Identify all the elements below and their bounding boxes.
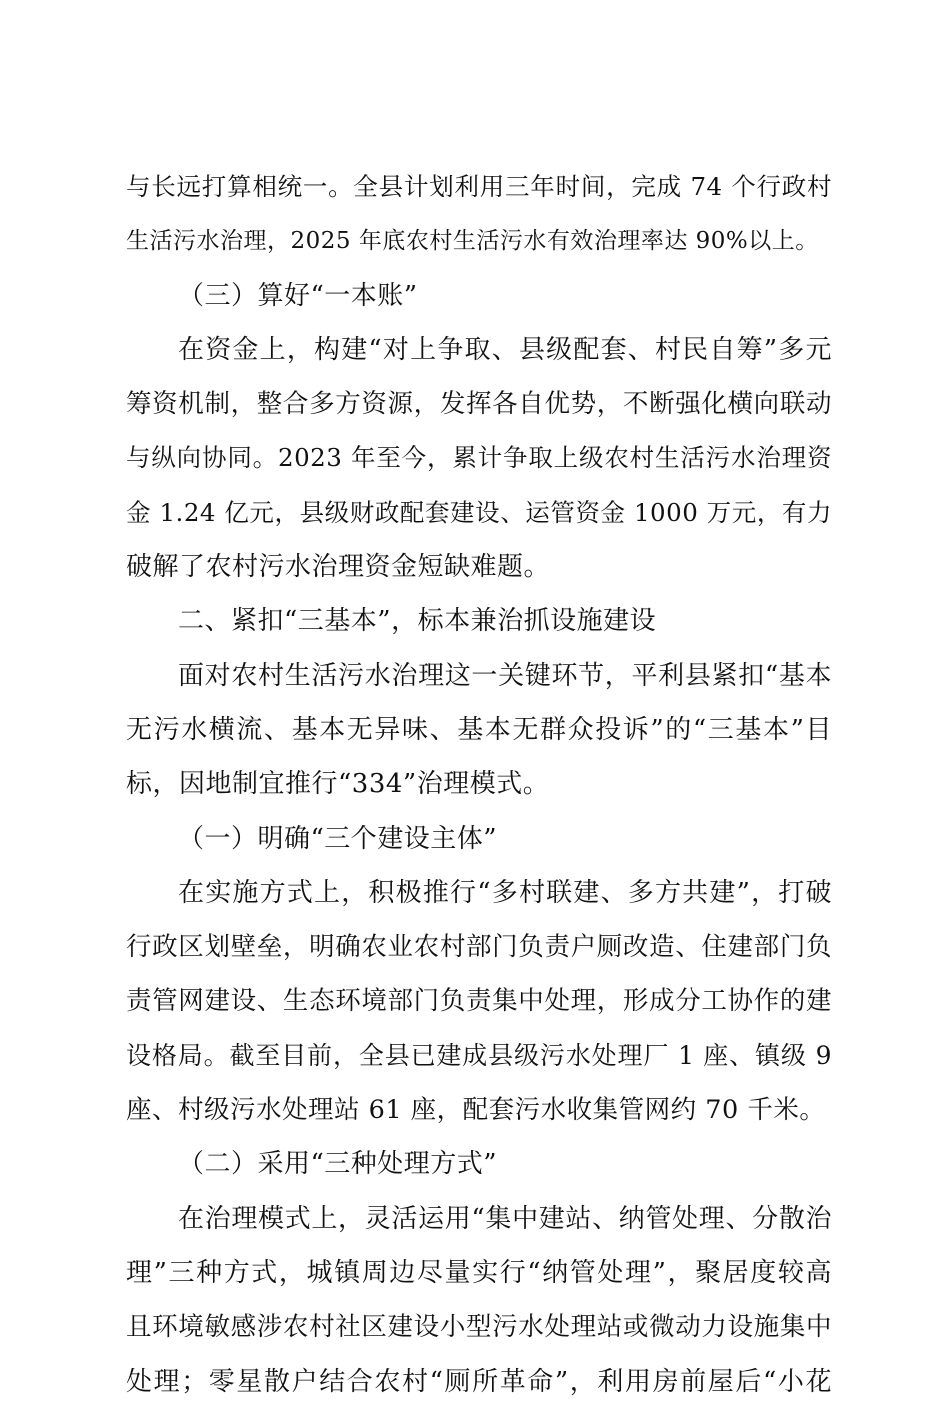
paragraph-line: 与纵向协同。2023 年至今，累计争取上级农村生活污水治理资	[126, 443, 832, 473]
section-heading: （二）采用“三种处理方式”	[178, 1149, 498, 1180]
paragraph-line: 处理；零星散户结合农村“厕所革命”，利用房前屋后“小花	[126, 1366, 832, 1397]
paragraph-line: 在实施方式上，积极推行“多村联建、多方共建”，打破	[178, 877, 832, 908]
paragraph-line: 座、村级污水处理站 61 座，配套污水收集管网约 70 千米。	[126, 1095, 826, 1126]
paragraph-line: 责管网建设、生态环境部门负责集中处理，形成分工协作的建	[126, 986, 832, 1017]
paragraph-line: 理”三种方式，城镇周边尽量实行“纳管处理”，聚居度较高	[126, 1257, 832, 1288]
paragraph-line: 标，因地制宜推行“334”治理模式。	[126, 769, 550, 800]
section-heading: 二、紧扣“三基本”，标本兼治抓设施建设	[178, 606, 657, 637]
section-heading: （一）明确“三个建设主体”	[178, 823, 498, 854]
paragraph-line: 面对农村生活污水治理这一关键环节，平利县紧扣“基本	[178, 660, 832, 691]
paragraph-line: 无污水横流、基本无异味、基本无群众投诉”的“三基本”目	[126, 714, 832, 745]
paragraph-line: 筹资机制，整合多方资源，发挥各自优势，不断强化横向联动	[126, 389, 832, 420]
paragraph-line: 金 1.24 亿元，县级财政配套建设、运管资金 1000 万元，有力	[126, 497, 832, 527]
section-heading: （三）算好“一本账”	[178, 280, 418, 311]
paragraph-line: 在资金上，构建“对上争取、县级配套、村民自筹”多元	[178, 334, 832, 365]
paragraph-line: 破解了农村污水治理资金短缺难题。	[126, 552, 551, 583]
paragraph-line: 生活污水治理，2025 年底农村生活污水有效治理率达 90%以上。	[126, 228, 819, 255]
paragraph-line: 在治理模式上，灵活运用“集中建站、纳管处理、分散治	[178, 1203, 832, 1234]
paragraph-line: 设格局。截至目前，全县已建成县级污水处理厂 1 座、镇级 9	[126, 1040, 832, 1070]
paragraph-line: 行政区划壁垒，明确农业农村部门负责户厕改造、住建部门负	[126, 932, 832, 963]
paragraph-line: 与长远打算相统一。全县计划利用三年时间，完成 74 个行政村	[126, 172, 832, 201]
paragraph-line: 且环境敏感涉农村社区建设小型污水处理站或微动力设施集中	[126, 1312, 832, 1343]
document-body	[126, 160, 832, 1409]
